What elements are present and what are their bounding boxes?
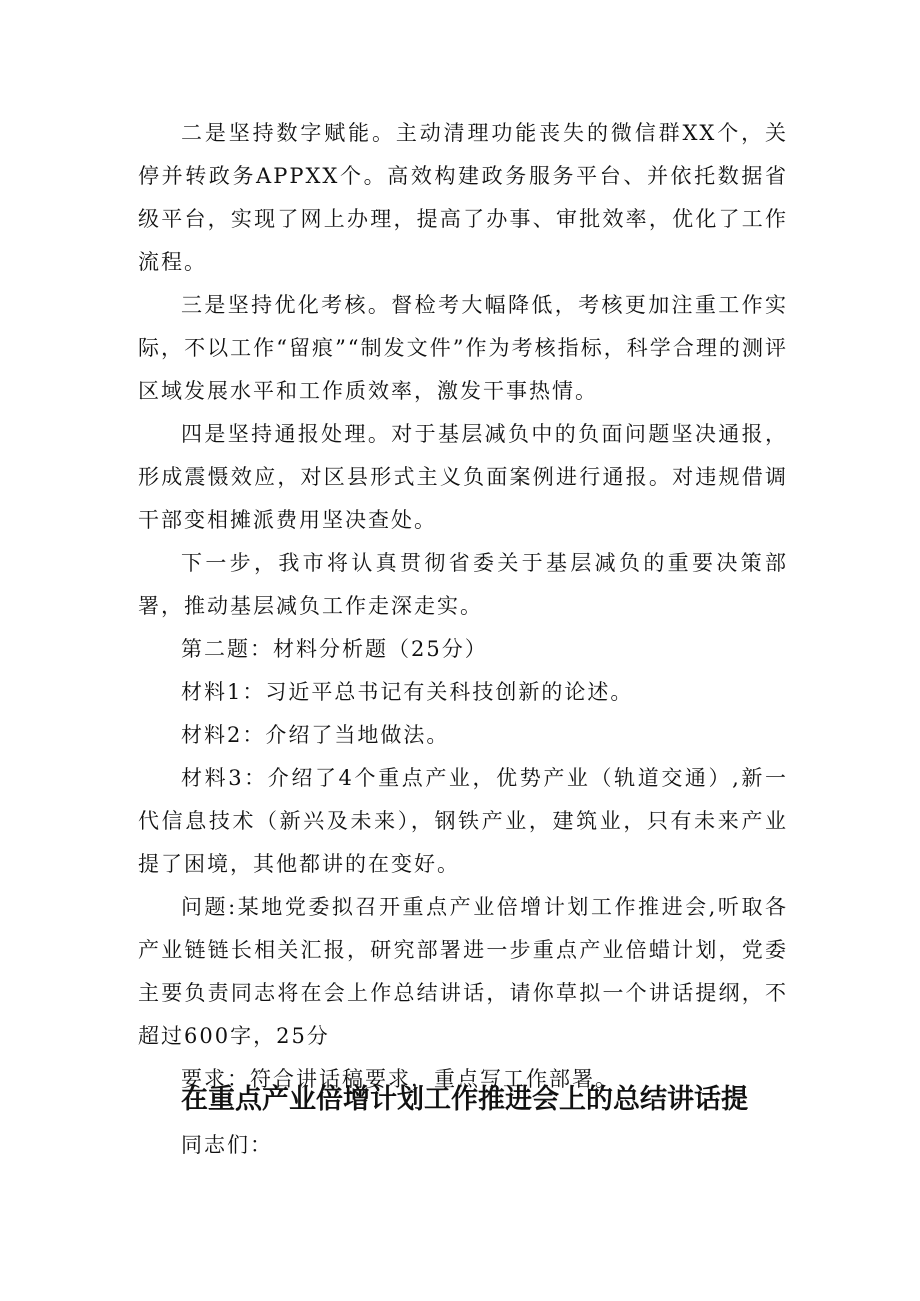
material-3: 材料3：介绍了4个重点产业，优势产业（轨道交通）,新一代信息技术（新兴及未来），钢铁产业，建筑业，只有未来产业提了困境，其他都讲的在变好。 bbox=[138, 766, 788, 876]
paragraph-report-handling: 四是坚持通报处理。对于基层减负中的负面问题坚决通报，形成震慑效应，对区县形式主义负面案例进行通报。对违规借调干部变相摊派费用坚决查处。 bbox=[138, 422, 788, 532]
paragraph-next-step: 下一步，我市将认真贯彻省委关于基层减负的重要决策部署，推动基层减负工作走深走实。 bbox=[138, 551, 788, 618]
paragraph-digital-empowerment: 二是坚持数字赋能。主动清理功能丧失的微信群XX个，关停并转政务APPXX个。高效构建政务服务平台、并依托数据省级平台，实现了网上办理，提高了办事、审批效率，优化了工作流程。 bbox=[138, 121, 788, 274]
question-prompt: 问题:某地党委拟召开重点产业倍增计划工作推进会,听取各产业链链长相关汇报，研究部署进一步重点产业倍蜡计划，党委主要负责同志将在会上作总结讲话，请你草拟一个讲话提纲，不超过600字，25分 bbox=[138, 895, 788, 1048]
material-1: 材料1：习近平总书记有关科技创新的论述。 bbox=[181, 680, 634, 704]
paragraph-optimize-assessment: 三是坚持优化考核。督检考大幅降低，考核更加注重工作实际，不以工作“留痕”“制发文件”作为考核指标，科学合理的测评区域发展水平和工作质效率，激发干事热情。 bbox=[138, 293, 788, 403]
document-body bbox=[138, 112, 788, 1101]
material-2: 材料2：介绍了当地做法。 bbox=[181, 723, 450, 747]
salutation: 同志们： bbox=[181, 1133, 273, 1157]
speech-title: 在重点产业倍增计划工作推进会上的总结讲话提 bbox=[181, 1084, 748, 1115]
requirements: 要求：符合讲话稿要求，重点写工作部署。 bbox=[181, 1067, 618, 1091]
question-two-heading: 第二题：材料分析题（25分） bbox=[181, 637, 488, 661]
